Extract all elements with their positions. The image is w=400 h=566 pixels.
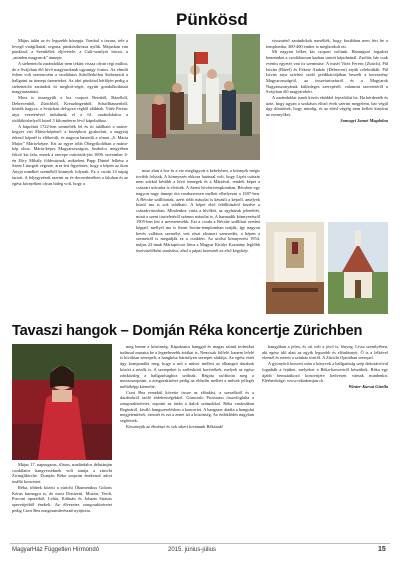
chapel-photo — [328, 222, 388, 314]
paragraph: hangjában a jelen, és ott volt a jövő is, lényeg, Lívia szentlyében, aki egész idő alatt az egyik legszebb és előadásnyit. Ő is a lelkével elzenél és nézett a színház töriről. A Zürichi Operában szerepel. — [262, 344, 388, 361]
page-number: 15 — [378, 546, 386, 553]
church-interior-photo — [266, 222, 324, 314]
page-footer — [0, 545, 400, 559]
paragraph: visszatérő zarándokok mesélték, hogy korábban nem fért be a templomba, 300-400 ember is meghordult ott. — [266, 38, 388, 49]
paragraph: Május talán az év legszebb hónapja. Tombol a tavasz, tele a levegő virágillattal, orgona, pünkösdirózsa nyílik. Májusban van pünkösd, a Szentlélek eljövetele, a Csík-somlyói búcsú, a „minden magyarok” ünnepe. — [12, 38, 128, 61]
footer-date: 2015. június-július — [168, 547, 217, 553]
paragraph: A siebeneichi zarándoklat nem tekint vissza olyan régi múltra, de a Svájcban élő hívő magyaroknak ugyanígy fontos. Az elmúlt évben volt szerencsém a csodálatos Schellerhöfen Siebeneich a hallgatni az ünnepi üzeneteket. Az idei pünkösd hétfőjén pedig a siebeneichi zarándok út meghitt-ségét, egyútt gondolkodásait magyarázatúni. — [12, 60, 128, 95]
article1-column-2 — [136, 168, 260, 316]
paragraph: Cseri Bea remekül követte össze az előadást, a szerzőkről és a darabokról szóló érdekességekkel. Giancarlo Prossomo összefoglalta a zongorakíséretet, sopránt az árián a dalok számokkal. Réka varázsában Regináról, kiváló hangszerelésben a koncertet. A hangszer átadta a hangulat megjelenítését, örömét és ezt a zenei ízt a közönség. Az érdeklődés nagyban segítettek. — [120, 389, 254, 424]
article2-title: Tavaszi hangok – Domján Réka koncertje Zürichben — [12, 323, 363, 339]
singer-photo — [12, 344, 112, 460]
footer-rule — [10, 543, 390, 544]
author-signature: Winter-Karsai Gizella — [348, 383, 388, 389]
author-signature: Somogyi Janné Magdolna — [340, 117, 388, 123]
paragraph: Mi nagyon lelkes kis csoport voltunk. Harangszó fogadott bennünket a csodálatosan karban tartott kápolnánál. Zsoltár, bár csak eventu egyetér van itt szentmise. A misét Vitéz Ferenc (Zürich), Pál István (Bázel) és Fekete András (Debrecen) atyák celebrálták. Pál István atya szívhez szóló prédikációjában beszélt a keresztény Magyarországról, az összetartozásról és a Magyarok Nagyasszonyának különleges szerepéről, valamint szeretetéről a Svájcban élő magyarokért. — [266, 49, 388, 95]
article2-column-1 — [12, 462, 112, 540]
paragraph: Réka, többek között a zürichi Ökumenikus Golaris Kórus karnagya is, de most Donizetti, Mozart, Verdi, Puccini operáiból, Lehár, Kálmán és Johann Strauss operettjeiből énekelt. Az élvezetes zongorakíséretet pedig Cseri Bea zongoraművésznő nyújtotta. — [12, 484, 112, 513]
paragraph: Május 17. napsugaras, illatos, madárdalos délutánján csodálatos hangverseknek volt tanúja a zürichi Zwinglikirche. Domján Réka szoprán énekesnő adott önálló koncertet. — [12, 462, 112, 485]
paragraph: A kápolnát 1722-ben szentelték fel és itt található a mária-kegyes virt Mária-képénel: a középkori gyakorlati, a nagyzaj érkező képnél is előkerült, és nagyon hasonlít a római „S. Maria Major” Mária-képre. Ezt az egyre több Öhegyíkolóban a mária-kép ohoz. Mária-képes Magyarországon, Szabolcs megyében fekvő kis falu, ennek a szerepe csütörtök-jén 1696. november 4-én Eőry Mihály földesúrnak, mikieben Papp Dániel lelkész a Szent Liturgiát végezte, arra lett figyelmes, hogy a képen az ikon Anyja mindkét szeméből könnyek folynak. Ez a csoda 14 napig tartott. A feljegyzések szerint az év decemberében a faluban és az egész környéken olyan hideg volt, hogy a — [12, 123, 128, 186]
church-interior-image — [266, 222, 324, 314]
article1-column-1 — [12, 38, 128, 316]
footer-publication: MagyarHáz Független Hírmondó — [12, 547, 100, 553]
article1-column-3 — [266, 38, 388, 218]
paragraph: Most is összegyűlt a kis csoport Bernből, Bázelből, Debrecenből, Zürichből, Kreuzlingenből, Schaffhausenből, közték hagyva, a Svájcban del-gozó régből alábbak. Vitéz Ferenc atya vezetésével indultunk el a 61. zarándokútra a tódiláközhelyről közel 5 kilométerre lévő kápolnához. — [12, 95, 128, 123]
singer-image — [12, 344, 112, 460]
article2-column-2 — [120, 344, 254, 540]
procession-photo-image — [136, 34, 260, 160]
procession-photo — [136, 34, 260, 160]
paragraph: Köszönjük az élményt és sok sikert kívánunk Rékának! — [126, 423, 224, 429]
article2-column-3 — [262, 344, 388, 540]
paragraph: A gyönyörű koncert után a könyvek a hallgatóság szép dekorációval fogadták a fejüket, melyeket a Réka-koncertről készültek. Réka egy újabb bemutatkozó koncertjére kedvesen várnak mindenkit. Elérhetősége: www.rekadomjan.ch — [262, 361, 388, 384]
paragraph: A zarándoklat ismét közös ebéddel fejeződött be. Ha kérdezték és üzte, hogy ugyan a szokásos elöző évek szerint megjelent, bár végül úgy döntöttek, hogy mindig, és az ebéd végéig nem kellett kinyitni az esernyőket. — [266, 95, 388, 118]
article1-title: Pünkösd — [176, 10, 248, 29]
paragraph: meg benne a közönség. Káprázatos hanggal és magas szintű technikai tudással mutatta be a legnehezebb áriákat is. Nemcsak fölfelé, hanem lefelé is kiválóan szerepelt, a hangkész bármilyen szerepet alakítja. Az egész estét úgy komponálta meg, hogy a mű a műsor mellett az elhangzó darabok között a nézők is. A szerepeket is széleskörű korértékek, melyek az egész zártközileg a hallgatósághoz szólnak. Régóta szólította meg a mezzoszopránt, a zongorakíséret pedig az előadás mellett a művek jellegét méltóképp kiemelte. — [120, 344, 254, 389]
paragraph: mise alatt a bor és a víz megfagyott a kehelyben, a könnyek mégis tovább folytak. A könnyezés ekkora hatással volt, hogy Lipót császár nem sokkal később a hívő tömegek és a Máriával, rendelt képet a császári udvarba is elvitték. A Szent István-templomban, Bécsben egy nagyon nagy ünnepi óta rendszeresen mellett elhelyezni a 1697-ben. A Bécsbe szállítottak, azért több másolat is készült a képről, amelyek közül ma is sok található. A képet első felállításától kezdve a császárvárosban. Mindenkor várta a hívőkét, az egyházak jelenlétét, miatt a szent tiszteletéről számos másolat is. A harmadik könnyezésről 1905-ben lett a nevezetesebb. Ezt a csoda a Bécsbe szállított eredeti képpel, mellyel ma is Szent István-templomban tartják, így nagyon kevés vallásos személyt vett részt elismert szenvedés, a képen a szemeiről is megadják ez a csodáért. Az utolsó könnyezést 1954. május 23-ának Máriapócsot látva a Magyar Királyi Kormány legfőbb tisztviselőként tanúsítva, ahol a pápai keresztét az első kegykép. — [136, 168, 260, 253]
chapel-image — [328, 222, 388, 314]
